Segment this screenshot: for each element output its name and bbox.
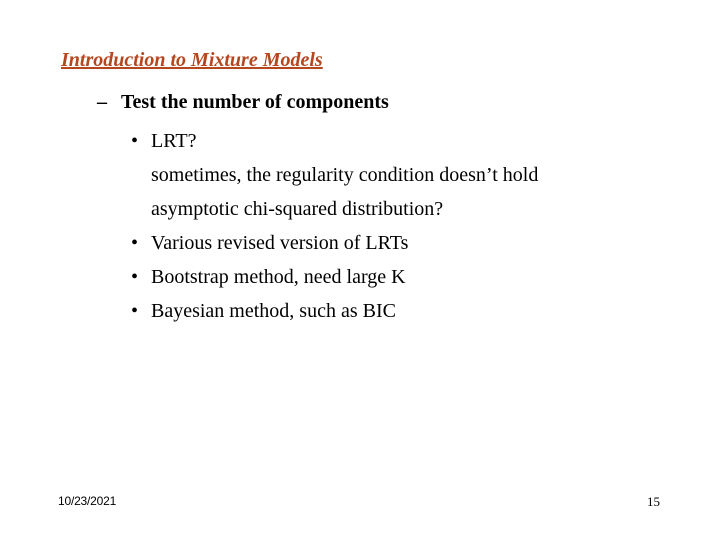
bullet-mark: • xyxy=(131,266,139,288)
dash-marker: – xyxy=(97,91,107,113)
footer-date: 10/23/2021 xyxy=(58,494,117,508)
bullet-item-lrt xyxy=(131,124,538,158)
bullet-continuation-chi-squared xyxy=(131,192,538,226)
page-number: 15 xyxy=(647,494,660,509)
bullet-list xyxy=(131,124,538,328)
bullet-mark: • xyxy=(131,300,139,322)
bullet-mark: • xyxy=(131,130,139,152)
slide-title: Introduction to Mixture Models xyxy=(61,49,323,71)
section-heading xyxy=(97,91,389,114)
bullet-item-bootstrap xyxy=(131,260,538,294)
bullet-item-revised-lrts xyxy=(131,226,538,260)
bullet-mark: • xyxy=(131,232,139,254)
bullet-text: Various revised version of LRTs xyxy=(151,232,409,254)
bullet-text: Bootstrap method, need large K xyxy=(151,266,406,288)
bullet-text: asymptotic chi-squared distribution? xyxy=(151,198,444,220)
section-heading-text: Test the number of components xyxy=(121,91,389,113)
bullet-text: sometimes, the regularity condition doesn’t hold xyxy=(151,164,539,186)
bullet-continuation-regularity xyxy=(131,158,538,192)
bullet-text: LRT? xyxy=(151,130,197,152)
bullet-text: Bayesian method, such as BIC xyxy=(151,300,396,322)
bullet-item-bayesian xyxy=(131,294,538,328)
